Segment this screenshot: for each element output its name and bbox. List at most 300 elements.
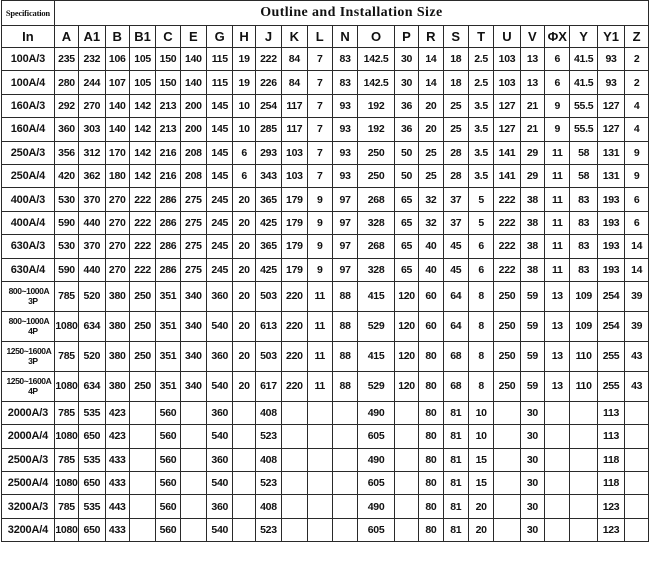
value-cell: 650 bbox=[79, 472, 105, 495]
value-cell: 360 bbox=[207, 281, 233, 311]
value-cell: 270 bbox=[105, 235, 129, 258]
specification-cell bbox=[2, 401, 55, 424]
value-cell: 216 bbox=[156, 141, 180, 164]
value-cell: 193 bbox=[597, 211, 624, 234]
value-cell: 110 bbox=[570, 371, 597, 401]
value-cell: 29 bbox=[520, 141, 544, 164]
value-cell: 88 bbox=[332, 341, 357, 371]
value-cell: 28 bbox=[443, 164, 468, 187]
value-cell: 270 bbox=[105, 211, 129, 234]
value-cell: 50 bbox=[394, 141, 418, 164]
value-cell: 650 bbox=[79, 425, 105, 448]
column-header: B bbox=[105, 26, 129, 48]
value-cell: 140 bbox=[180, 71, 206, 94]
value-cell bbox=[307, 495, 332, 518]
value-cell: 250 bbox=[494, 341, 520, 371]
value-cell: 250 bbox=[494, 311, 520, 341]
value-cell: 20 bbox=[233, 188, 255, 211]
value-cell: 530 bbox=[54, 188, 78, 211]
value-cell: 80 bbox=[419, 448, 443, 471]
value-cell: 2.5 bbox=[468, 48, 493, 71]
value-cell: 415 bbox=[358, 341, 395, 371]
value-cell: 275 bbox=[180, 258, 206, 281]
value-cell: 216 bbox=[156, 164, 180, 187]
value-cell: 560 bbox=[156, 518, 180, 541]
table-row bbox=[2, 518, 649, 541]
value-cell: 142 bbox=[129, 118, 155, 141]
value-cell: 351 bbox=[156, 341, 180, 371]
value-cell: 440 bbox=[79, 258, 105, 281]
value-cell: 245 bbox=[207, 235, 233, 258]
value-cell: 14 bbox=[419, 48, 443, 71]
value-cell: 110 bbox=[570, 341, 597, 371]
value-cell: 292 bbox=[54, 94, 78, 117]
value-cell: 785 bbox=[54, 448, 78, 471]
value-cell: 30 bbox=[394, 48, 418, 71]
value-cell: 179 bbox=[282, 188, 307, 211]
value-cell: 59 bbox=[520, 371, 544, 401]
specification-cell bbox=[2, 472, 55, 495]
value-cell bbox=[129, 518, 155, 541]
value-cell: 120 bbox=[394, 371, 418, 401]
value-cell: 11 bbox=[545, 141, 570, 164]
column-header: Y1 bbox=[597, 26, 624, 48]
table-row bbox=[2, 71, 649, 94]
outline-installation-size-table-container bbox=[1, 0, 649, 542]
value-cell: 220 bbox=[282, 311, 307, 341]
value-cell: 245 bbox=[207, 211, 233, 234]
value-cell: 520 bbox=[79, 281, 105, 311]
value-cell: 11 bbox=[545, 258, 570, 281]
value-cell: 81 bbox=[443, 401, 468, 424]
value-cell: 39 bbox=[625, 311, 649, 341]
value-cell: 55.5 bbox=[570, 118, 597, 141]
value-cell: 7 bbox=[307, 141, 332, 164]
value-cell: 21 bbox=[520, 94, 544, 117]
value-cell: 360 bbox=[207, 495, 233, 518]
value-cell: 540 bbox=[207, 425, 233, 448]
value-cell: 97 bbox=[332, 211, 357, 234]
value-cell: 270 bbox=[105, 258, 129, 281]
value-cell: 340 bbox=[180, 371, 206, 401]
value-cell: 351 bbox=[156, 371, 180, 401]
value-cell: 193 bbox=[597, 258, 624, 281]
value-cell: 103 bbox=[282, 164, 307, 187]
value-cell: 560 bbox=[156, 448, 180, 471]
value-cell: 408 bbox=[255, 401, 281, 424]
value-cell: 36 bbox=[394, 118, 418, 141]
value-cell: 222 bbox=[129, 188, 155, 211]
specification-label: Specification bbox=[2, 1, 55, 26]
value-cell: 41.5 bbox=[570, 71, 597, 94]
rating-label: 160A/3 bbox=[10, 99, 46, 112]
value-cell bbox=[307, 472, 332, 495]
value-cell: 605 bbox=[358, 425, 395, 448]
value-cell: 208 bbox=[180, 164, 206, 187]
value-cell: 55.5 bbox=[570, 94, 597, 117]
value-cell: 4 bbox=[625, 94, 649, 117]
value-cell: 1080 bbox=[54, 425, 78, 448]
rating-label: 160A/4 bbox=[10, 123, 46, 136]
value-cell: 9 bbox=[625, 164, 649, 187]
value-cell: 30 bbox=[520, 495, 544, 518]
value-cell: 40 bbox=[419, 235, 443, 258]
value-cell: 37 bbox=[443, 188, 468, 211]
value-cell: 142 bbox=[129, 141, 155, 164]
value-cell: 535 bbox=[79, 448, 105, 471]
value-cell: 7 bbox=[307, 118, 332, 141]
value-cell: 275 bbox=[180, 211, 206, 234]
value-cell: 145 bbox=[207, 141, 233, 164]
value-cell bbox=[494, 495, 520, 518]
value-cell: 250 bbox=[494, 371, 520, 401]
value-cell: 11 bbox=[545, 188, 570, 211]
value-cell bbox=[545, 495, 570, 518]
value-cell: 107 bbox=[105, 71, 129, 94]
value-cell: 423 bbox=[105, 425, 129, 448]
value-cell bbox=[625, 401, 649, 424]
value-cell: 20 bbox=[233, 341, 255, 371]
value-cell: 127 bbox=[494, 94, 520, 117]
specification-cell bbox=[2, 258, 55, 281]
value-cell: 535 bbox=[79, 495, 105, 518]
value-cell: 103 bbox=[494, 48, 520, 71]
value-cell bbox=[625, 472, 649, 495]
value-cell: 1080 bbox=[54, 472, 78, 495]
value-cell bbox=[233, 401, 255, 424]
value-cell: 64 bbox=[443, 311, 468, 341]
value-cell bbox=[180, 448, 206, 471]
value-cell: 360 bbox=[207, 448, 233, 471]
value-cell bbox=[625, 425, 649, 448]
value-cell: 113 bbox=[597, 425, 624, 448]
value-cell: 443 bbox=[105, 495, 129, 518]
value-cell: 28 bbox=[443, 141, 468, 164]
value-cell: 785 bbox=[54, 495, 78, 518]
value-cell: 13 bbox=[545, 371, 570, 401]
value-cell: 408 bbox=[255, 495, 281, 518]
table-row bbox=[2, 141, 649, 164]
value-cell: 9 bbox=[545, 118, 570, 141]
table-row bbox=[2, 472, 649, 495]
value-cell: 370 bbox=[79, 188, 105, 211]
specification-cell bbox=[2, 211, 55, 234]
value-cell: 380 bbox=[105, 311, 129, 341]
value-cell: 131 bbox=[597, 141, 624, 164]
column-header: J bbox=[255, 26, 281, 48]
value-cell: 8 bbox=[468, 281, 493, 311]
value-cell: 415 bbox=[358, 281, 395, 311]
table-body bbox=[2, 48, 649, 542]
value-cell bbox=[545, 401, 570, 424]
specification-cell bbox=[2, 48, 55, 71]
value-cell: 503 bbox=[255, 341, 281, 371]
value-cell: 605 bbox=[358, 472, 395, 495]
value-cell: 32 bbox=[419, 211, 443, 234]
value-cell: 93 bbox=[597, 48, 624, 71]
table-row bbox=[2, 281, 649, 311]
value-cell: 38 bbox=[520, 211, 544, 234]
value-cell: 131 bbox=[597, 164, 624, 187]
value-cell: 245 bbox=[207, 258, 233, 281]
value-cell: 356 bbox=[54, 141, 78, 164]
value-cell: 328 bbox=[358, 211, 395, 234]
value-cell: 39 bbox=[625, 281, 649, 311]
value-cell: 140 bbox=[180, 48, 206, 71]
value-cell: 14 bbox=[419, 71, 443, 94]
value-cell: 84 bbox=[282, 48, 307, 71]
value-cell: 88 bbox=[332, 371, 357, 401]
value-cell: 15 bbox=[468, 448, 493, 471]
column-header: U bbox=[494, 26, 520, 48]
table-row bbox=[2, 188, 649, 211]
value-cell: 420 bbox=[54, 164, 78, 187]
value-cell: 140 bbox=[105, 94, 129, 117]
value-cell: 433 bbox=[105, 472, 129, 495]
value-cell: 118 bbox=[597, 448, 624, 471]
value-cell bbox=[625, 518, 649, 541]
table-row bbox=[2, 341, 649, 371]
value-cell: 93 bbox=[332, 118, 357, 141]
pole-label: 4P bbox=[28, 326, 38, 337]
specification-cell bbox=[2, 94, 55, 117]
value-cell: 9 bbox=[307, 188, 332, 211]
value-cell: 8 bbox=[468, 341, 493, 371]
value-cell: 220 bbox=[282, 281, 307, 311]
value-cell bbox=[307, 401, 332, 424]
value-cell: 254 bbox=[597, 281, 624, 311]
value-cell: 425 bbox=[255, 211, 281, 234]
value-cell: 590 bbox=[54, 258, 78, 281]
specification-cell bbox=[2, 311, 55, 341]
value-cell: 340 bbox=[180, 281, 206, 311]
value-cell: 286 bbox=[156, 211, 180, 234]
table-row bbox=[2, 118, 649, 141]
value-cell bbox=[332, 425, 357, 448]
value-cell: 433 bbox=[105, 448, 129, 471]
column-header: S bbox=[443, 26, 468, 48]
value-cell: 540 bbox=[207, 518, 233, 541]
table-row bbox=[2, 258, 649, 281]
value-cell: 3.5 bbox=[468, 118, 493, 141]
value-cell: 13 bbox=[545, 281, 570, 311]
value-cell: 84 bbox=[282, 71, 307, 94]
value-cell: 32 bbox=[419, 188, 443, 211]
value-cell: 425 bbox=[255, 258, 281, 281]
value-cell bbox=[494, 448, 520, 471]
table-row bbox=[2, 164, 649, 187]
value-cell: 93 bbox=[332, 164, 357, 187]
specification-cell bbox=[2, 425, 55, 448]
value-cell: 20 bbox=[468, 518, 493, 541]
value-cell: 351 bbox=[156, 281, 180, 311]
value-cell: 142.5 bbox=[358, 71, 395, 94]
value-cell: 11 bbox=[545, 164, 570, 187]
value-cell: 490 bbox=[358, 495, 395, 518]
value-cell: 192 bbox=[358, 118, 395, 141]
value-cell: 80 bbox=[419, 401, 443, 424]
value-cell: 83 bbox=[570, 235, 597, 258]
table-row bbox=[2, 425, 649, 448]
value-cell: 343 bbox=[255, 164, 281, 187]
value-cell: 250 bbox=[129, 371, 155, 401]
value-cell: 222 bbox=[494, 235, 520, 258]
value-cell: 93 bbox=[597, 71, 624, 94]
value-cell: 9 bbox=[545, 94, 570, 117]
value-cell: 106 bbox=[105, 48, 129, 71]
value-cell: 179 bbox=[282, 211, 307, 234]
value-cell: 213 bbox=[156, 118, 180, 141]
value-cell: 490 bbox=[358, 448, 395, 471]
value-cell bbox=[545, 448, 570, 471]
value-cell: 1080 bbox=[54, 371, 78, 401]
value-cell bbox=[570, 518, 597, 541]
value-cell: 9 bbox=[307, 211, 332, 234]
value-cell: 30 bbox=[520, 472, 544, 495]
table-row bbox=[2, 211, 649, 234]
value-cell: 41.5 bbox=[570, 48, 597, 71]
value-cell: 6 bbox=[625, 211, 649, 234]
value-cell: 65 bbox=[394, 235, 418, 258]
pole-label: 4P bbox=[28, 386, 38, 397]
value-cell: 179 bbox=[282, 235, 307, 258]
value-cell: 540 bbox=[207, 371, 233, 401]
value-cell: 222 bbox=[494, 211, 520, 234]
value-cell bbox=[180, 425, 206, 448]
rating-label: 100A/3 bbox=[10, 53, 46, 66]
value-cell bbox=[129, 495, 155, 518]
value-cell bbox=[394, 401, 418, 424]
value-cell: 285 bbox=[255, 118, 281, 141]
column-header: L bbox=[307, 26, 332, 48]
rating-label: 1250~1600A bbox=[6, 346, 52, 357]
value-cell: 30 bbox=[520, 425, 544, 448]
value-cell bbox=[332, 472, 357, 495]
value-cell bbox=[233, 448, 255, 471]
value-cell: 6 bbox=[545, 48, 570, 71]
value-cell bbox=[494, 401, 520, 424]
value-cell: 83 bbox=[332, 71, 357, 94]
specification-cell bbox=[2, 518, 55, 541]
value-cell: 150 bbox=[156, 48, 180, 71]
value-cell: 83 bbox=[570, 188, 597, 211]
value-cell: 20 bbox=[233, 211, 255, 234]
value-cell: 365 bbox=[255, 188, 281, 211]
value-cell bbox=[545, 518, 570, 541]
value-cell: 10 bbox=[468, 425, 493, 448]
title-row bbox=[2, 1, 649, 26]
value-cell: 83 bbox=[332, 48, 357, 71]
value-cell: 36 bbox=[394, 94, 418, 117]
value-cell: 2 bbox=[625, 71, 649, 94]
value-cell bbox=[570, 495, 597, 518]
value-cell: 142 bbox=[129, 94, 155, 117]
value-cell bbox=[494, 472, 520, 495]
value-cell bbox=[625, 495, 649, 518]
column-header: T bbox=[468, 26, 493, 48]
value-cell bbox=[307, 425, 332, 448]
value-cell: 43 bbox=[625, 341, 649, 371]
value-cell: 80 bbox=[419, 495, 443, 518]
value-cell: 120 bbox=[394, 341, 418, 371]
value-cell: 222 bbox=[129, 258, 155, 281]
value-cell: 365 bbox=[255, 235, 281, 258]
specification-cell bbox=[2, 235, 55, 258]
value-cell: 81 bbox=[443, 472, 468, 495]
value-cell: 1080 bbox=[54, 311, 78, 341]
value-cell: 380 bbox=[105, 341, 129, 371]
value-cell: 529 bbox=[358, 371, 395, 401]
rating-label: 800~1000A bbox=[8, 286, 50, 297]
value-cell: 25 bbox=[419, 164, 443, 187]
value-cell: 83 bbox=[570, 258, 597, 281]
value-cell bbox=[233, 495, 255, 518]
value-cell: 222 bbox=[494, 258, 520, 281]
value-cell: 179 bbox=[282, 258, 307, 281]
value-cell: 360 bbox=[54, 118, 78, 141]
specification-cell bbox=[2, 495, 55, 518]
value-cell: 8 bbox=[468, 311, 493, 341]
value-cell: 25 bbox=[419, 141, 443, 164]
value-cell bbox=[129, 448, 155, 471]
value-cell: 145 bbox=[207, 94, 233, 117]
value-cell: 220 bbox=[282, 371, 307, 401]
value-cell: 3.5 bbox=[468, 164, 493, 187]
value-cell: 80 bbox=[419, 341, 443, 371]
value-cell: 20 bbox=[233, 258, 255, 281]
value-cell: 68 bbox=[443, 341, 468, 371]
column-header: Y bbox=[570, 26, 597, 48]
rating-label: 400A/3 bbox=[10, 193, 46, 206]
value-cell: 1080 bbox=[54, 518, 78, 541]
value-cell: 250 bbox=[358, 141, 395, 164]
rating-label: 630A/3 bbox=[10, 240, 46, 253]
column-header: K bbox=[282, 26, 307, 48]
value-cell: 14 bbox=[625, 235, 649, 258]
value-cell: 535 bbox=[79, 401, 105, 424]
value-cell: 141 bbox=[494, 141, 520, 164]
value-cell: 123 bbox=[597, 518, 624, 541]
value-cell: 127 bbox=[597, 118, 624, 141]
specification-cell bbox=[2, 118, 55, 141]
value-cell: 408 bbox=[255, 448, 281, 471]
value-cell: 30 bbox=[520, 401, 544, 424]
rating-label: 100A/4 bbox=[10, 76, 46, 89]
value-cell: 120 bbox=[394, 281, 418, 311]
value-cell: 250 bbox=[358, 164, 395, 187]
value-cell: 81 bbox=[443, 425, 468, 448]
value-cell: 650 bbox=[79, 518, 105, 541]
column-header: O bbox=[358, 26, 395, 48]
value-cell: 226 bbox=[255, 71, 281, 94]
column-header: In bbox=[2, 26, 55, 48]
column-header: Z bbox=[625, 26, 649, 48]
value-cell bbox=[233, 518, 255, 541]
value-cell: 115 bbox=[207, 71, 233, 94]
column-header: H bbox=[233, 26, 255, 48]
value-cell: 523 bbox=[255, 425, 281, 448]
value-cell: 617 bbox=[255, 371, 281, 401]
column-header: C bbox=[156, 26, 180, 48]
value-cell: 9 bbox=[307, 258, 332, 281]
value-cell: 11 bbox=[307, 281, 332, 311]
value-cell: 97 bbox=[332, 258, 357, 281]
column-header: P bbox=[394, 26, 418, 48]
value-cell bbox=[307, 518, 332, 541]
value-cell: 4 bbox=[625, 118, 649, 141]
value-cell: 785 bbox=[54, 401, 78, 424]
value-cell: 127 bbox=[597, 94, 624, 117]
